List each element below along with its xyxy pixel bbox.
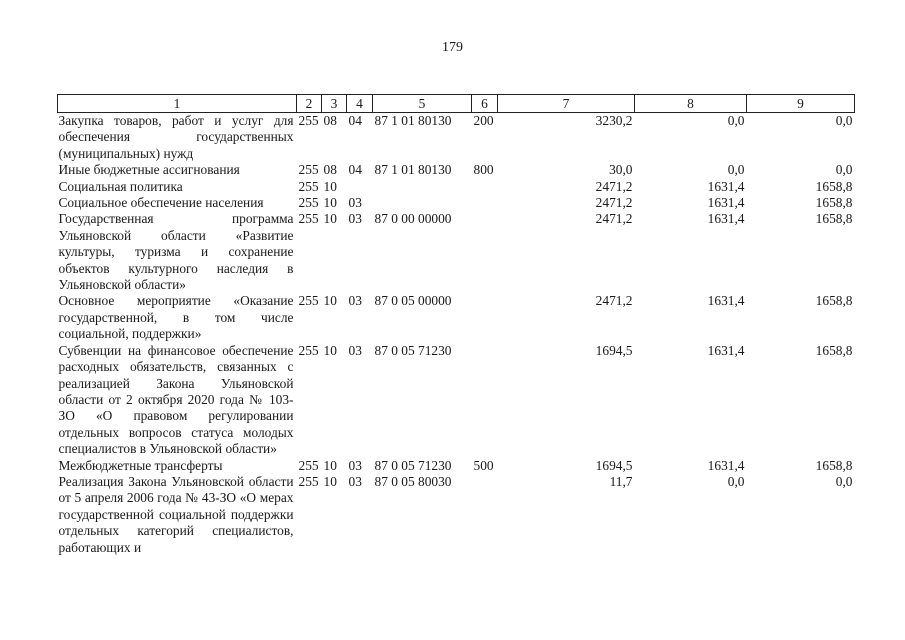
row-amount-col8: 0,0 bbox=[727, 162, 745, 178]
row-expense-type bbox=[472, 195, 498, 211]
row-ministry-code: 255 bbox=[298, 178, 319, 194]
row-amount-col7: 11,7 bbox=[609, 473, 633, 489]
row-amount-col7: 2471,2 bbox=[595, 211, 633, 227]
row-expense-type: 800 bbox=[473, 162, 494, 178]
row-expense-type bbox=[472, 179, 498, 195]
page-number: 179 bbox=[442, 40, 463, 55]
budget-table bbox=[57, 94, 855, 556]
row-amount-col8: 1631,4 bbox=[707, 457, 745, 473]
row-section-code: 10 bbox=[323, 342, 337, 358]
row-amount-col7: 2471,2 bbox=[595, 195, 633, 211]
row-amount-col8: 1631,4 bbox=[707, 293, 745, 309]
row-ministry-code: 255 bbox=[298, 195, 319, 211]
row-amount-col8: 1631,4 bbox=[707, 178, 745, 194]
row-amount-col8: 0,0 bbox=[727, 113, 745, 128]
row-ministry-code: 255 bbox=[298, 457, 319, 473]
row-expense-type bbox=[472, 474, 498, 556]
row-target-article: 87 1 01 80130 bbox=[374, 162, 452, 178]
row-amount-col9: 1658,8 bbox=[815, 178, 853, 194]
row-target-article: 87 0 05 71230 bbox=[374, 457, 452, 473]
row-amount-col9: 0,0 bbox=[835, 162, 853, 178]
row-amount-col9: 1658,8 bbox=[815, 342, 853, 358]
row-name: Социальное обеспечение населения bbox=[58, 195, 264, 211]
table-row bbox=[58, 293, 855, 342]
row-amount-col7: 1694,5 bbox=[595, 457, 633, 473]
row-amount-col9: 0,0 bbox=[835, 113, 853, 128]
row-subsection-code: 03 bbox=[348, 211, 362, 227]
row-ministry-code: 255 bbox=[298, 293, 319, 309]
row-expense-type bbox=[472, 211, 498, 293]
row-expense-type: 200 bbox=[473, 113, 494, 128]
row-subsection-code bbox=[347, 179, 373, 195]
table-row bbox=[58, 474, 855, 556]
column-header-7: 7 bbox=[498, 95, 635, 113]
row-amount-col9: 1658,8 bbox=[815, 293, 853, 309]
row-target-article: 87 0 05 71230 bbox=[374, 342, 452, 358]
row-target-article bbox=[373, 195, 472, 211]
row-target-article: 87 0 05 00000 bbox=[374, 293, 452, 309]
row-amount-col8: 1631,4 bbox=[707, 195, 745, 211]
row-subsection-code: 03 bbox=[348, 473, 362, 489]
row-amount-col8: 1631,4 bbox=[707, 211, 745, 227]
row-section-code: 10 bbox=[323, 457, 337, 473]
row-section-code: 10 bbox=[323, 293, 337, 309]
row-name: Реализация Закона Ульяновской области от 5 апреля 2006 года № 43-ЗО «О мерах государственной социальной поддержки отдельных категорий специалистов, работающих и bbox=[58, 473, 294, 555]
table-row bbox=[58, 343, 855, 458]
column-header-6: 6 bbox=[472, 95, 498, 113]
row-ministry-code: 255 bbox=[298, 162, 319, 178]
row-amount-col7: 3230,2 bbox=[595, 113, 633, 128]
table-row bbox=[58, 162, 855, 178]
row-subsection-code: 03 bbox=[348, 457, 362, 473]
row-subsection-code: 03 bbox=[348, 342, 362, 358]
table-row bbox=[58, 458, 855, 474]
row-ministry-code: 255 bbox=[298, 473, 319, 489]
row-section-code: 10 bbox=[323, 178, 337, 194]
row-amount-col8: 1631,4 bbox=[707, 342, 745, 358]
table-row bbox=[58, 179, 855, 195]
column-header-4: 4 bbox=[347, 95, 373, 113]
column-header-5: 5 bbox=[373, 95, 472, 113]
column-header-3: 3 bbox=[322, 95, 347, 113]
row-amount-col8: 0,0 bbox=[727, 473, 745, 489]
row-target-article bbox=[373, 179, 472, 195]
row-subsection-code: 03 bbox=[348, 293, 362, 309]
row-expense-type: 500 bbox=[473, 457, 494, 473]
row-target-article: 87 1 01 80130 bbox=[374, 113, 452, 128]
row-subsection-code: 04 bbox=[348, 113, 362, 128]
row-section-code: 10 bbox=[323, 473, 337, 489]
row-section-code: 10 bbox=[323, 195, 337, 211]
column-header-1: 1 bbox=[58, 95, 297, 113]
row-subsection-code: 04 bbox=[348, 162, 362, 178]
row-section-code: 08 bbox=[323, 113, 337, 128]
row-target-article: 87 0 00 00000 bbox=[374, 211, 452, 227]
row-expense-type bbox=[472, 293, 498, 342]
column-header-9: 9 bbox=[747, 95, 855, 113]
column-header-8: 8 bbox=[635, 95, 747, 113]
row-name: Иные бюджетные ассигнования bbox=[58, 162, 240, 178]
row-name: Межбюджетные трансферты bbox=[58, 457, 223, 473]
row-amount-col7: 2471,2 bbox=[595, 293, 633, 309]
row-ministry-code: 255 bbox=[298, 342, 319, 358]
row-ministry-code: 255 bbox=[298, 211, 319, 227]
row-section-code: 08 bbox=[323, 162, 337, 178]
table-row bbox=[58, 113, 855, 163]
row-amount-col9: 1658,8 bbox=[815, 457, 853, 473]
table-header-row bbox=[58, 95, 855, 113]
row-name: Субвенции на финансовое обеспечение расходных обязательств, связанных с реализацией Закона Ульяновской области от 2 октября 2020 года № 103-ЗО «О правовом регулировании отдельных вопросов статуса молодых специалистов в Ульяновской области» bbox=[58, 342, 294, 457]
row-amount-col9: 0,0 bbox=[835, 473, 853, 489]
row-target-article: 87 0 05 80030 bbox=[374, 473, 452, 489]
row-name: Закупка товаров, работ и услуг для обеспечения государственных (муниципальных) нужд bbox=[58, 113, 294, 161]
row-amount-col9: 1658,8 bbox=[815, 211, 853, 227]
row-name: Государственная программа Ульяновской области «Развитие культуры, туризма и сохранение объектов культурного наследия в Ульяновской области» bbox=[58, 211, 294, 293]
row-subsection-code: 03 bbox=[348, 195, 362, 211]
row-amount-col7: 1694,5 bbox=[595, 342, 633, 358]
row-ministry-code: 255 bbox=[298, 113, 319, 128]
table-row bbox=[58, 195, 855, 211]
row-amount-col7: 2471,2 bbox=[595, 178, 633, 194]
row-amount-col7: 30,0 bbox=[609, 162, 633, 178]
table-row bbox=[58, 211, 855, 293]
row-amount-col9: 1658,8 bbox=[815, 195, 853, 211]
row-name: Социальная политика bbox=[58, 178, 183, 194]
row-expense-type bbox=[472, 343, 498, 458]
row-section-code: 10 bbox=[323, 211, 337, 227]
row-name: Основное мероприятие «Оказание государственной, в том числе социальной, поддержки» bbox=[58, 293, 294, 342]
column-header-2: 2 bbox=[297, 95, 322, 113]
